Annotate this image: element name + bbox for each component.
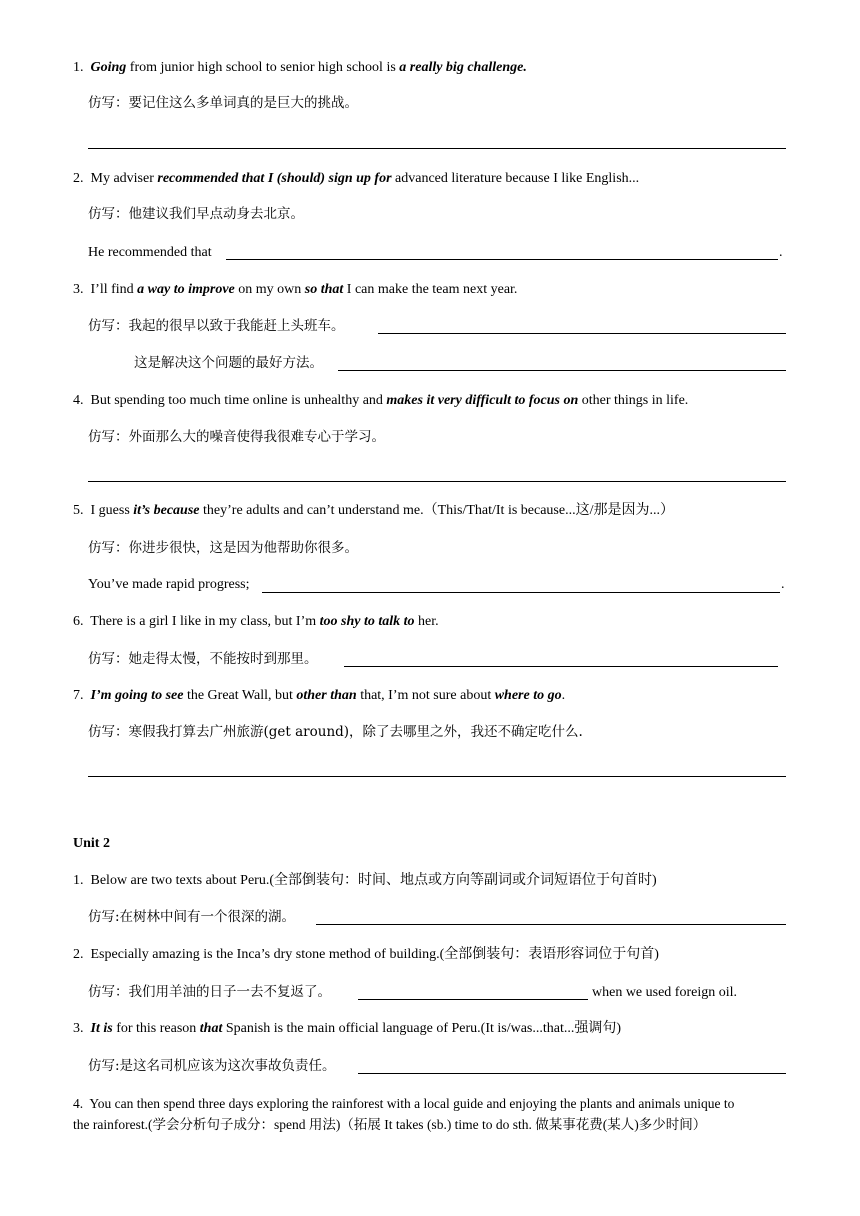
keyword: so that: [304, 282, 344, 297]
keyword: It is: [90, 1021, 113, 1036]
sentence-3: [73, 281, 517, 299]
sentence-4: [73, 392, 688, 410]
practice-prompt: 仿写:在树林中间有一个很深的湖。: [88, 909, 296, 925]
keyword: other than: [296, 688, 357, 703]
item-number: 1.: [73, 873, 84, 888]
practice-prompt: 仿写：你进步很快，这是因为他帮助你很多。: [88, 540, 358, 556]
keyword: a really big challenge.: [399, 60, 527, 75]
item-number: 3.: [73, 282, 84, 297]
answer-blank[interactable]: [88, 776, 786, 777]
sentence-text: on my own: [234, 282, 305, 297]
sentence-end: .: [781, 577, 785, 592]
answer-blank[interactable]: [358, 999, 588, 1000]
sentence-u2-4: [73, 1095, 734, 1113]
keyword: too shy to talk to: [319, 614, 415, 629]
answer-blank[interactable]: [262, 592, 780, 593]
answer-blank[interactable]: [338, 370, 786, 371]
sentence-text: I guess: [90, 503, 134, 518]
practice-prompt: 仿写：要记住这么多单词真的是巨大的挑战。: [88, 95, 358, 111]
item-number: 7.: [73, 688, 84, 703]
practice-prompt: 仿写：寒假我打算去广州旅游(get around)，除了去哪里之外，我还不确定吃什么.: [88, 724, 583, 740]
sentence-text: from junior high school to senior high school is: [126, 60, 400, 75]
sentence-u2-1: [73, 872, 657, 890]
keyword: where to go: [494, 688, 562, 703]
sentence-1: [73, 59, 527, 77]
keyword: Going: [90, 60, 127, 75]
practice-prompt: 仿写：她走得太慢，不能按时到那里。: [88, 651, 318, 667]
practice-prompt-2: 这是解决这个问题的最好方法。: [134, 355, 323, 371]
keyword: recommended that I (should) sign up for: [157, 171, 392, 186]
sentence-text: I can make the team next year.: [343, 282, 518, 297]
sentence-text: her.: [414, 614, 439, 629]
keyword: it’s because: [133, 503, 200, 518]
sentence-text: advanced literature because I like English...: [391, 171, 640, 186]
answer-blank[interactable]: [88, 481, 786, 482]
sentence-text: the Great Wall, but: [183, 688, 297, 703]
answer-blank[interactable]: [344, 666, 778, 667]
sentence-text: Below are two texts about Peru.(全部倒装句：时间、地点或方向等副词或介词短语位于句首时): [90, 873, 657, 888]
answer-blank[interactable]: [378, 333, 786, 334]
keyword: that: [199, 1021, 223, 1036]
item-number: 6.: [73, 614, 84, 629]
sentence-6: [73, 613, 439, 631]
practice-prompt: 仿写：我起的很早以致于我能赶上头班车。: [88, 318, 345, 334]
sentence-text: My adviser: [90, 171, 158, 186]
sentence-text: You can then spend three days exploring the rainforest with a local guide and enjoying the plants and animals unique to: [89, 1096, 735, 1111]
keyword: I’m going to see: [90, 688, 184, 703]
sentence-text: for this reason: [112, 1021, 200, 1036]
item-number: 4.: [73, 1096, 84, 1111]
answer-lead: He recommended that: [88, 245, 212, 260]
sentence-end: .: [779, 245, 783, 260]
item-number: 5.: [73, 503, 84, 518]
item-number: 2.: [73, 171, 84, 186]
answer-blank[interactable]: [226, 259, 778, 260]
sentence-text: I’ll find: [90, 282, 138, 297]
practice-prompt: 仿写：外面那么大的噪音使得我很难专心于学习。: [88, 429, 385, 445]
sentence-text-line2: the rainforest.(学会分析句子成分：spend 用法)（拓展 It takes (sb.) time to do sth. 做某事花费(某人)多少时间）: [73, 1117, 707, 1132]
sentence-u2-3: [73, 1020, 621, 1038]
sentence-text: that, I’m not sure about: [356, 688, 495, 703]
sentence-text: There is a girl I like in my class, but I’m: [90, 614, 320, 629]
sentence-text: But spending too much time online is unhealthy and: [90, 393, 387, 408]
sentence-text: .: [561, 688, 566, 703]
keyword: a way to improve: [137, 282, 235, 297]
sentence-5: [73, 502, 674, 520]
sentence-text: other things in life.: [578, 393, 689, 408]
sentence-text: Especially amazing is the Inca’s dry stone method of building.(全部倒装句：表语形容词位于句首): [90, 947, 659, 962]
practice-prompt: 仿写:是这名司机应该为这次事故负责任。: [88, 1058, 336, 1074]
practice-prompt: 仿写：他建议我们早点动身去北京。: [88, 206, 304, 222]
sentence-u2-2: [73, 946, 659, 964]
sentence-7: [73, 687, 565, 705]
item-number: 1.: [73, 60, 84, 75]
answer-blank[interactable]: [88, 148, 786, 149]
answer-lead: You’ve made rapid progress;: [88, 577, 250, 592]
sentence-2: [73, 170, 639, 188]
item-number: 2.: [73, 947, 84, 962]
sentence-text: Spanish is the main official language of Peru.(It is/was...that...强调句): [222, 1021, 622, 1036]
answer-blank[interactable]: [358, 1073, 786, 1074]
keyword: makes it very difficult to focus on: [386, 393, 579, 408]
item-number: 4.: [73, 393, 84, 408]
sentence-suffix: when we used foreign oil.: [592, 985, 738, 1000]
answer-blank[interactable]: [316, 924, 786, 925]
item-number: 3.: [73, 1021, 84, 1036]
sentence-text: they’re adults and can’t understand me.（This/That/It is because...这/那是因为...）: [199, 503, 674, 518]
practice-prompt: 仿写：我们用羊油的日子一去不复返了。: [88, 984, 331, 1000]
unit-heading: Unit 2: [73, 836, 110, 851]
